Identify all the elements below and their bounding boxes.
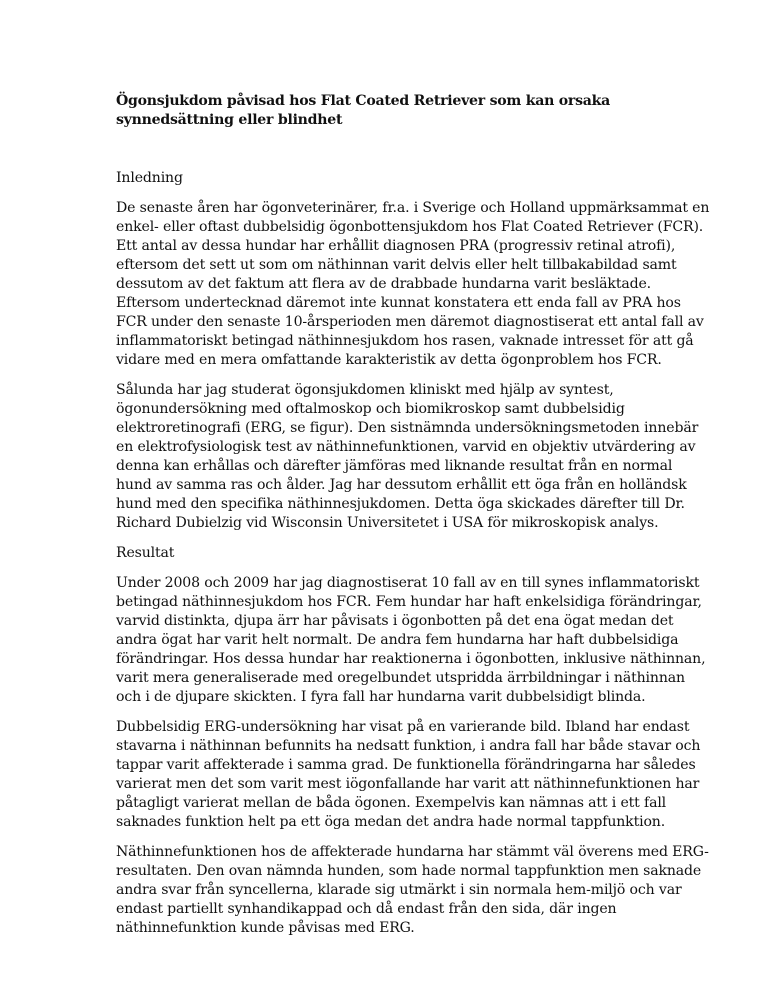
text-line: varierat men det som varit mest iögonfallande har varit att näthinnefunktionen har bbox=[116, 776, 700, 792]
document-title bbox=[116, 92, 656, 130]
text-line: elektroretinografi (ERG, se figur). Den sistnämnda undersökningsmetoden innebär bbox=[116, 420, 699, 436]
text-line: varvid distinkta, djupa ärr har påvisats i ögonbotten på det ena ögat medan det bbox=[116, 613, 674, 629]
text-line: ögonundersökning med oftalmoskop och biomikroskop samt dubbelsidig bbox=[116, 401, 625, 417]
text-line: eftersom det sett ut som om näthinnan varit delvis eller helt tillbakabildad samt bbox=[116, 257, 677, 273]
text-line: denna kan erhållas och därefter jämföras med liknande resultat från en normal bbox=[116, 458, 673, 474]
text-line: andra svar från syncellerna, klarade sig utmärkt i sin normala hem-miljö och var bbox=[116, 882, 682, 898]
text-line: Dubbelsidig ERG-undersökning har visat på en varierande bild. Ibland har endast bbox=[116, 719, 690, 735]
text-line: inflammatoriskt betingad näthinnesjukdom hos rasen, vaknade intresset för att gå bbox=[116, 333, 694, 349]
text-line: FCR under den senaste 10-årsperioden men däremot diagnostiserat ett antal fall av bbox=[116, 314, 704, 330]
section-heading-resultat: Resultat bbox=[116, 545, 175, 561]
text-line: tappar varit affekterade i samma grad. De funktionella förändringarna har således bbox=[116, 757, 696, 773]
text-line: Ett antal av dessa hundar har erhållit diagnosen PRA (progressiv retinal atrofi), bbox=[116, 238, 676, 254]
text-line: varit mera generaliserade med oregelbundet utspridda ärrbildningar i näthinnan bbox=[116, 670, 685, 686]
text-line: påtagligt varierat mellan de båda ögonen. Exempelvis kan nämnas att i ett fall bbox=[116, 795, 667, 811]
text-line: hund med den specifika näthinnesjukdomen. Detta öga skickades därefter till Dr. bbox=[116, 496, 685, 512]
text-line: stavarna i näthinnan befunnits ha nedsatt funktion, i andra fall har både stavar och bbox=[116, 738, 701, 754]
text-line: hund av samma ras och ålder. Jag har dessutom erhållit ett öga från en holländsk bbox=[116, 477, 687, 493]
text-line: Under 2008 och 2009 har jag diagnostiserat 10 fall av en till synes inflammatoriskt bbox=[116, 575, 700, 591]
text-line: andra ögat har varit helt normalt. De andra fem hundarna har haft dubbelsidiga bbox=[116, 632, 679, 648]
text-line: näthinnefunktion kunde påvisas med ERG. bbox=[116, 920, 415, 936]
text-line: Eftersom undertecknad däremot inte kunnat konstatera ett enda fall av PRA hos bbox=[116, 295, 681, 311]
text-line: saknades funktion helt pa ett öga medan det andra hade normal tappfunktion. bbox=[116, 814, 666, 830]
paragraph bbox=[116, 574, 706, 707]
paragraph bbox=[116, 843, 709, 938]
text-line: Sålunda har jag studerat ögonsjukdomen kliniskt med hjälp av syntest, bbox=[116, 382, 614, 398]
text-line: Richard Dubielzig vid Wisconsin Universitetet i USA för mikroskopisk analys. bbox=[116, 515, 659, 531]
text-line: De senaste åren har ögonveterinärer, fr.a. i Sverige och Holland uppmärksammat en bbox=[116, 200, 710, 216]
paragraph bbox=[116, 381, 699, 533]
text-line: resultaten. Den ovan nämnda hunden, som hade normal tappfunktion men saknade bbox=[116, 863, 702, 879]
text-line: förändringar. Hos dessa hundar har reaktionerna i ögonbotten, inklusive näthinnan, bbox=[116, 651, 706, 667]
paragraph bbox=[116, 199, 710, 370]
text-line: vidare med en mera omfattande karakteristik av detta ögonproblem hos FCR. bbox=[116, 352, 662, 368]
title-line: synnedsättning eller blindhet bbox=[116, 112, 343, 128]
text-line: dessutom av det faktum att flera av de drabbade hundarna varit besläktade. bbox=[116, 276, 651, 292]
text-line: Näthinnefunktionen hos de affekterade hundarna har stämmt väl överens med ERG- bbox=[116, 844, 709, 860]
text-line: en elektrofysiologisk test av näthinnefunktionen, varvid en objektiv utvärdering av bbox=[116, 439, 696, 455]
paragraph bbox=[116, 718, 701, 832]
title-line: Ögonsjukdom påvisad hos Flat Coated Retriever som kan orsaka bbox=[116, 93, 611, 109]
text-line: och i de djupare skickten. I fyra fall har hundarna varit dubbelsidigt blinda. bbox=[116, 689, 646, 705]
text-line: endast partiellt synhandikappad och då endast från den sida, där ingen bbox=[116, 901, 617, 917]
text-line: betingad näthinnesjukdom hos FCR. Fem hundar har haft enkelsidiga förändringar, bbox=[116, 594, 702, 610]
section-heading-inledning: Inledning bbox=[116, 170, 183, 186]
document-page bbox=[116, 92, 710, 938]
text-line: enkel- eller oftast dubbelsidig ögonbottensjukdom hos Flat Coated Retriever (FCR). bbox=[116, 219, 704, 235]
